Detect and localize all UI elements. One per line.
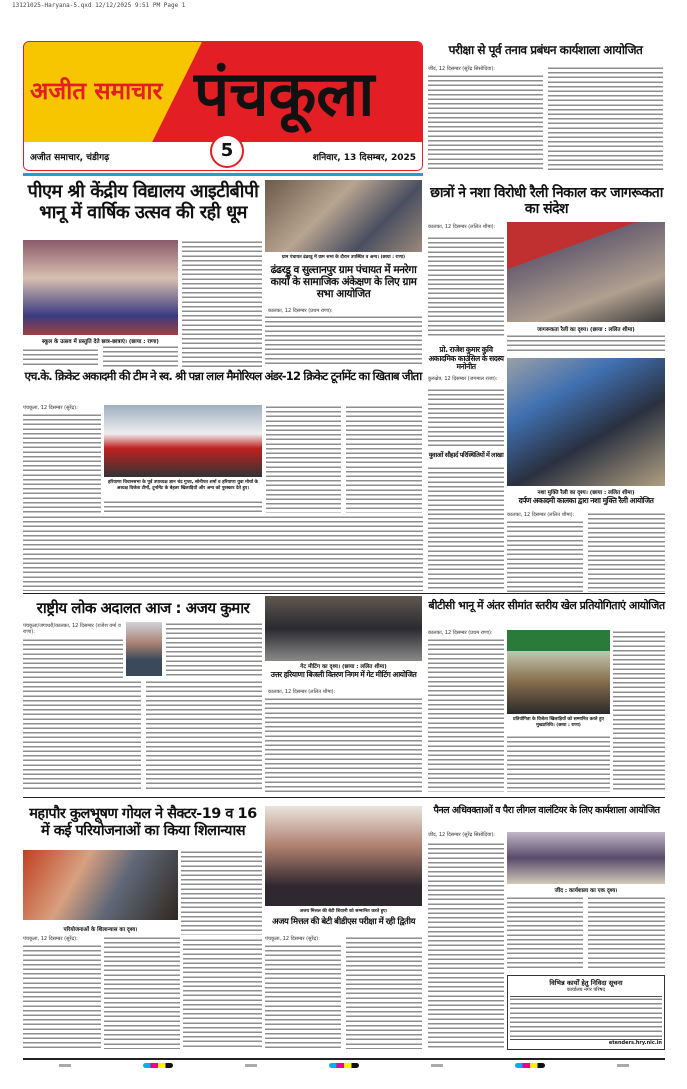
headline: छात्रों ने नशा विरोधी रैली निकाल कर जागरूकता का संदेश <box>430 185 663 218</box>
dateline: पंचकूला/जगाधरी/कालका, 12 दिसम्बर (राजेश वर्मा व राणा): <box>23 623 121 635</box>
article-body <box>182 240 262 370</box>
dateline: कालका, 12 दिसम्बर (ललित शीमा): <box>507 512 575 518</box>
article-body <box>103 345 178 368</box>
headline: पीएम श्री केंद्रीय विद्यालय आइटीबीपी भानू में वार्षिक उत्सव की रही धूम <box>27 181 259 223</box>
article-body <box>23 348 98 368</box>
headline: दर्पण अकादमी कालका द्वारा नशा मुक्ति रैली आयोजित <box>518 496 654 505</box>
dateline: जींद, 12 दिसम्बर (सुरेंद्र सिसोदिया): <box>428 66 495 72</box>
headline: ढंढरडू व सुल्तानपुर ग्राम पंचायत में मनरेगा कार्यों के सामाजिक अंकेक्षण के लिए ग्राम सभा आयोजित <box>270 264 417 301</box>
article-body <box>265 315 422 365</box>
article-body <box>23 680 141 792</box>
notice-title: विभिन्न कार्यों हेतु निविदा सूचना <box>549 979 623 987</box>
article-body <box>588 896 665 971</box>
headline: अजय मित्तल की बेटी बीडीएस परीक्षा में रही द्वितीय <box>272 917 415 927</box>
headline: बीटीसी भानू में अंतर सीमांत स्तरीय खेल प्रतियोगिताएं आयोजित <box>428 599 665 612</box>
photo-caption: जागरूकता रैली का दृश्य। (छाया : ललित शीमा) <box>537 327 635 333</box>
article-body <box>146 680 262 792</box>
article-body <box>346 405 422 513</box>
notice-subtitle: कार्यालय नगर परिषद <box>566 987 606 993</box>
workshop-photo <box>507 832 665 884</box>
page-number: 5 <box>210 134 244 168</box>
date: शनिवार, 13 दिसम्बर, 2025 <box>312 153 416 163</box>
article-body <box>166 622 262 678</box>
dateline: जींद, 12 दिसम्बर (सुरेंद्र सिसोदिया): <box>428 832 495 838</box>
blue-rule <box>23 173 423 176</box>
tender-notice <box>507 975 665 1050</box>
dateline: पंचकूला, 12 दिसम्बर (सुरेंद्र): <box>265 936 320 942</box>
photo-caption: नशा मुक्ति रैली का दृश्य। (छाया : ललित शीमा) <box>537 490 635 496</box>
article-body <box>507 520 583 592</box>
dateline: कालका, 12 दिसम्बर (ललित शीमा): <box>268 689 336 695</box>
article-body <box>346 936 422 1049</box>
article-body <box>507 334 665 352</box>
article-body <box>428 842 504 1049</box>
edition-label: अजीत समाचार, चंडीगढ़ <box>30 153 110 163</box>
photo-caption: अजय मित्तल की बेटी शिवानी को सम्मानित करते हुए। <box>299 909 388 914</box>
article-body <box>428 638 504 792</box>
headline: उत्तर हरियाणा बिजली वितरण निगम में गेट मीटिंग आयोजित <box>270 670 417 679</box>
article-body <box>428 388 504 448</box>
print-slug: 13121025-Haryana-5.qxd 12/12/2025 9:51 PM Page 1 <box>12 2 186 9</box>
city-title: पंचकूला <box>194 57 375 130</box>
headline: युवाओं सौहार्द परिस्थितियों में लाखा <box>428 451 504 459</box>
article-body <box>104 500 262 513</box>
photo-caption: हरियाणा विधानसभा के पूर्व उपाध्यक्ष ज्ञान चंद गुप्ता, सोनीपत शर्मा व हरियाणा युवा मोर्चा के अध्यक्ष विजेता टीमों, टूर्नामेंट के बेहतर खिलाड़ियों और अन्य को पुरस्कार देते हुए। <box>108 480 258 491</box>
notice-website: etenders.hry.nic.in <box>608 1040 662 1046</box>
paper-name: अजीत समाचार <box>30 77 163 105</box>
article-body <box>613 630 665 792</box>
headline: एच.के. क्रिकेट अकादमी की टीम ने स्व. श्री पन्ना लाल मैमोरियल अंडर-12 क्रिकेट टूर्नामेंट का खिताब जीता <box>24 369 422 383</box>
dateline: कालका, 12 दिसम्बर (प्रथम राणा): <box>428 630 493 636</box>
headline: महापौर कुलभूषण गोयल ने सैक्टर-19 व 16 में कई परियोजनाओं का किया शिलान्यास <box>29 806 257 839</box>
article-body <box>104 936 180 1049</box>
dateline: कुरुक्षेत्र, 12 दिसम्बर (जगमाल राजा): <box>428 376 498 382</box>
article-body <box>23 413 101 513</box>
article-body <box>23 515 423 591</box>
dateline: पंचकूला, 12 दिसम्बर (सुरेंद्र): <box>23 405 78 411</box>
photo-caption: प्रतियोगिता के विजेता खिलाड़ियों को सम्मानित करते हुए मुख्यातिथि। (छाया : राणा) <box>513 717 604 728</box>
photo-caption: ग्राम पंचायत ढंढरडू में ग्राम सभा के दौरान उपस्थित व अन्य। (छाया : राणा) <box>281 255 406 260</box>
article-body <box>428 236 504 336</box>
article-body <box>266 405 341 513</box>
article-body <box>265 697 422 792</box>
article-body <box>428 74 543 170</box>
article-body <box>507 896 583 971</box>
headline: परीक्षा से पूर्व तनाव प्रबंधन कार्यशाला आयोजित <box>448 43 643 57</box>
headline: प्रो. राजेश कुमार कुवि अकादमिक काउंसिल के सदस्य मनोनीत <box>428 345 504 372</box>
gram-sabha-photo <box>265 180 422 252</box>
footer-rule <box>23 1058 665 1060</box>
divider <box>23 593 665 594</box>
dateline: कालका, 12 दिसम्बर (ललित शीमा): <box>428 224 496 230</box>
article-body <box>265 944 341 1049</box>
article-body <box>23 944 101 1049</box>
foundation-stone-photo <box>23 850 178 920</box>
article-body <box>181 850 262 935</box>
article-body <box>507 735 610 792</box>
article-body <box>23 638 123 678</box>
dateline: पंचकूला, 12 दिसम्बर (सुरेंद्र): <box>23 936 78 942</box>
article-body <box>588 512 665 592</box>
headline: राष्ट्रीय लोक अदालत आज : अजय कुमार <box>36 599 250 617</box>
gate-meeting-photo <box>265 596 422 661</box>
felicitation-photo <box>265 806 422 906</box>
school-event-photo <box>23 240 178 335</box>
headline: पैनल अधिवक्ताओं व पैरा लीगल वालंटियर के लिए कार्यशाला आयोजित <box>433 805 660 816</box>
nasha-mukti-rally-photo <box>507 358 665 486</box>
cricket-team-photo <box>104 405 262 477</box>
photo-caption: गेट मीटिंग का दृश्य। (छाया : ललित शीमा) <box>300 664 387 670</box>
sports-award-photo <box>507 630 610 714</box>
article-body <box>548 66 663 170</box>
divider <box>23 797 665 798</box>
photo-caption: स्कूल के उत्सव में प्रस्तुति देते छात्र-छात्राएं। (छाया : राणा) <box>42 339 159 345</box>
article-body <box>428 466 504 591</box>
rally-photo <box>507 222 665 322</box>
ajay-kumar-portrait <box>126 622 162 676</box>
dateline: कालका, 12 दिसम्बर (प्रथम राणा): <box>268 308 333 314</box>
masthead <box>23 41 423 171</box>
color-registration-marks <box>23 1063 665 1068</box>
article-body <box>183 938 262 1049</box>
photo-caption: परियोजनाओं के शिलान्यास का दृश्य। <box>63 927 138 933</box>
photo-caption: जींद : कार्यशाला का एक दृश्य। <box>554 888 618 894</box>
